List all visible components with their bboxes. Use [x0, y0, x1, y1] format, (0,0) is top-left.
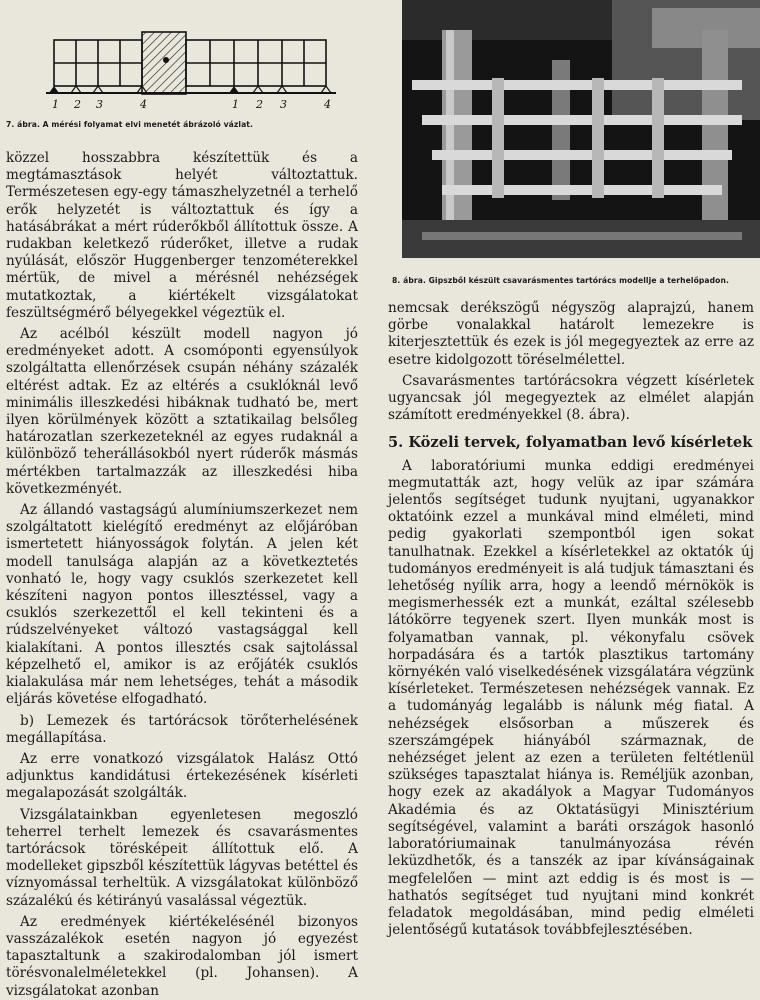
supports	[49, 86, 331, 93]
right-grid	[186, 40, 326, 86]
section-heading: 5. Közeli tervek, folyamatban levő kísérletek	[388, 434, 753, 452]
beam-support-diagram	[6, 2, 358, 118]
left-column	[6, 150, 358, 1000]
hatched-load-area	[142, 32, 186, 94]
laboratory-photo	[402, 0, 760, 258]
support-label: 2	[256, 98, 263, 111]
support-label: 2	[74, 98, 81, 111]
support-label: 1	[52, 98, 59, 111]
support-label: 4	[140, 98, 147, 111]
support-label: 3	[96, 98, 103, 111]
paragraph: Vizsgálatainkban egyenletesen megoszló teherrel terhelt lemezek és csavarásmentes tartórácsok törésképeit állítottuk elő. A modelleket gipszből készítettük lágyvas betéttel és víznyomással terheltük. A vizsgálatokat különböző százalékú és kétirányú vasalással végeztük.	[6, 806, 358, 909]
left-grid	[54, 40, 142, 86]
figure-7-caption: 7. ábra. A mérési folyamat elvi menetét ábrázoló vázlat.	[6, 120, 254, 129]
figure-8-caption: 8. ábra. Gipszből készült csavarásmentes tartórács modellje a terhelőpadon.	[392, 276, 729, 285]
support-label: 1	[232, 98, 239, 111]
paragraph: közzel hosszabbra készítettük és a megtámasztások helyét változtattuk. Természetesen egy-egy támaszhelyzetnél a terhelő erők helyzetét is változtattuk és így a hatásábrákat a mért rúderőkből állítottuk össze. A rudakban keletkező rúderőket, illetve a rudak nyúlását, először Huggenberger tenzométerekkel mértük, de mivel a mérésnél nehézségek mutatkoztak, a kiértékelt vizsgálatokat feszültségmérő bélyegekkel végeztük el.	[6, 150, 358, 321]
paragraph: A laboratóriumi munka eddigi eredményei megmutatták azt, hogy velük az ipar számára jelentős segítséget tudunk nyujtani, ugyanakkor oktatóink ezzel a munkával mind elméleti, mind pedig gyakorlati szempontból igen sokat tanulhatnak. Ezekkel a kísérletekkel az oktatók új tudományos eredményeit is alá tudjuk támasztani és lehetőség nyílik arra, hogy a leendő mérnökök is megismerhessék ezt a munkát, ezáltal szélesebb látókörre tegyenek szert. Ilyen munkák most is folyamatban vannak, pl. vékonyfalu csövek horpadására és a tartók plasztikus tartomány környékén való viselkedésének vizsgálatára végzünk kísérleteket. Természetesen nehézségek vannak. Ez a tudományág legalább is nálunk még fiatal. A nehézségek elsősorban a műszerek és szerszámgépek hiányából származnak, de nehézséget jelent az ezen a területen feltétlenül szükséges tapasztalat hiánya is. Reméljük azonban, hogy ezek az akadályok a Magyar Tudományos Akadémia és az Oktatásügyi Minisztérium segítségével, valamint a baráti országok hasonló laboratóriumainak tanulmányozása révén leküzdhetők, és a tanszék az ipar kívánságainak megfelelően — mint azt eddig is és most is — hathatós segítséget tud nyujtani mind konkrét feladatok megoldásában, mind pedig elméleti jelentőségű kutatások továbbfejlesztésében.	[388, 457, 754, 939]
paragraph: Az acélból készült modell nagyon jó eredményeket adott. A csomóponti egyensúlyok szolgáltatta ellenőrzések csupán néhány százalék eltérést adtak. Ez az eltérés a csuklóknál levő minimális illeszkedési hibáknak tudható be, mert ilyen körülmények között a sztatikailag belsőleg határozatlan szerkezeteknél az egyes rudaknál a különböző teherállásokból nyert rúderők másmás mértékben tartalmazzák az illeszkedési hiba következményét.	[6, 326, 358, 497]
subheading: b) Lemezek és tartórácsok törőterhelésének megállapítása.	[6, 712, 358, 746]
right-column	[388, 300, 754, 939]
support-label: 4	[324, 98, 331, 111]
paragraph: Az erre vonatkozó vizsgálatok Halász Ottó adjunktus kandidátusi értekezésének kísérleti megalapozását szolgálták.	[6, 750, 358, 802]
paragraph: nemcsak derékszögű négyszög alaprajzú, hanem görbe vonalakkal határolt lemezekre is kiterjesztettük és ezek is jól megegyeztek az erre az esetre kidolgozott töréselmélettel.	[388, 300, 754, 368]
support-label: 3	[280, 98, 287, 111]
paragraph: Az állandó vastagságú alumíniumszerkezet nem szolgáltatott kielégítő eredményt az előjáróban ismertetett hiányosságok folytán. A jelen két modell tanulsága alapján az a következtetés vonható le, hogy vagy csuklós szerkezetet kell készíteni nagyon pontos illesztéssel, vagy a csuklós szerkezettől el kell tekinteni és a rúdszelvényeket változó vastagsággal kell kialakítani. A pontos illesztés csak sajtolással képzelhető el, amikor is az erőjáték csuklós kialakulása már nem lehetséges, tehát a második eljárás követése elfogadható.	[6, 502, 358, 708]
paragraph: Csavarásmentes tartórácsokra végzett kísérletek ugyancsak jól megegyeztek az elmélet alapján számított eredményekkel (8. ábra).	[388, 372, 754, 424]
paragraph: Az eredmények kiértékelésénél bizonyos vasszázalékok esetén nagyon jó egyezést tapasztaltunk a szakirodalomban jól ismert törésvonalelméletekkel (pl. Johansen). A vizsgálatokat azonban	[6, 913, 358, 999]
